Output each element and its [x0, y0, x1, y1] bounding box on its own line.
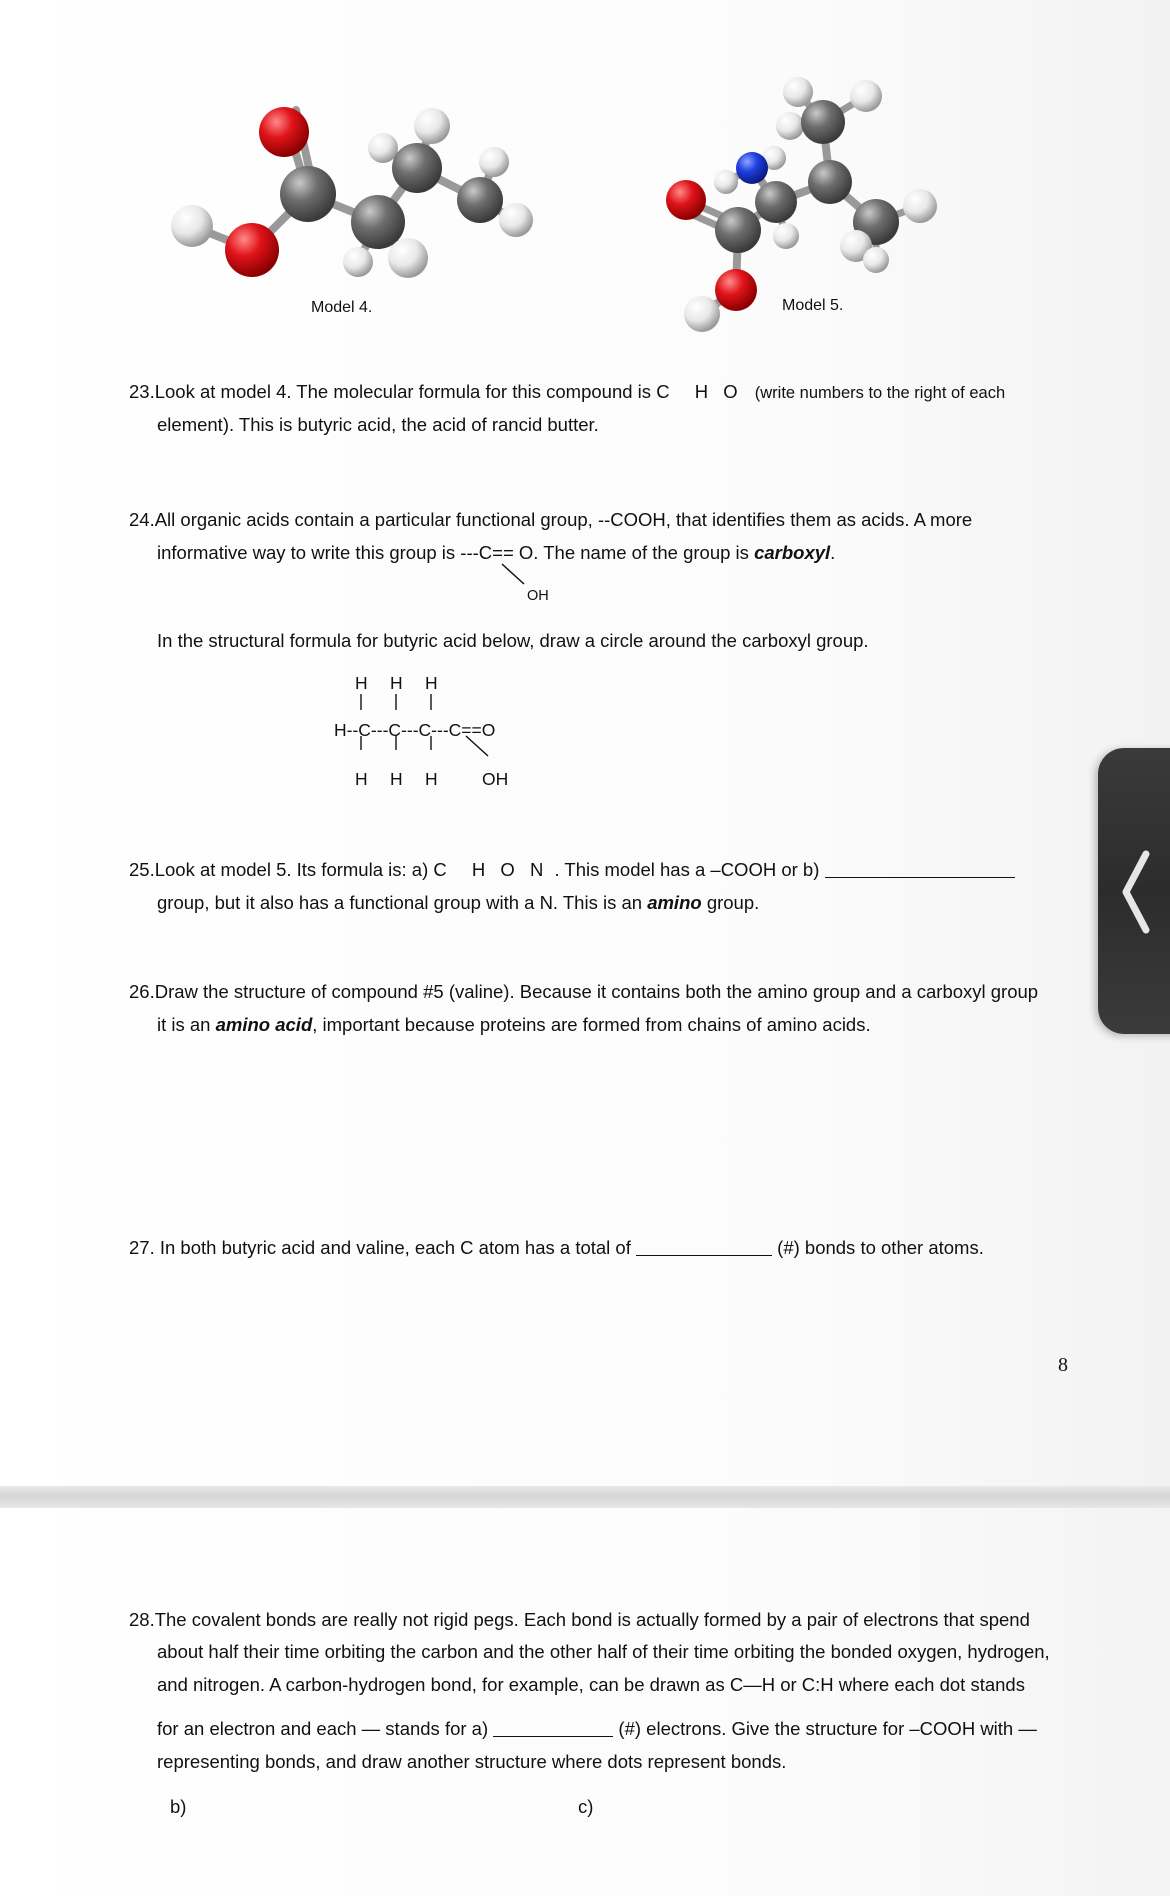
question-26 — [129, 975, 1038, 1008]
struct-bottom-h-2: H — [390, 769, 403, 789]
q23-element-h: H — [694, 381, 709, 402]
question-24 — [129, 503, 972, 536]
struct-oh: OH — [482, 769, 509, 789]
model-5-label: Model 5. — [782, 297, 844, 314]
side-panel-toggle-tab[interactable] — [1098, 748, 1170, 1034]
q28-line-4-text: for an electron and each — stands for a) — [157, 1718, 489, 1739]
q28-label-b: b) — [170, 1796, 187, 1817]
q27-text: In both butyric acid and valine, each C atom has a total of — [159, 1237, 631, 1258]
q28-number: 28. — [129, 1609, 155, 1630]
q27-answer-blank[interactable] — [636, 1237, 772, 1256]
q24-line-2 — [157, 536, 835, 569]
q25-text: Look at model 5. Its formula is: a) — [154, 859, 429, 880]
struct-top-h-1: H — [355, 673, 368, 693]
q24-oh-bond-line — [500, 562, 530, 592]
q25-line-2-end: group. — [706, 892, 760, 913]
q26-line-1: Draw the structure of compound #5 (valine). Because it contains both the amino group and a carboxyl group — [154, 981, 1039, 1002]
q28-line-1: The covalent bonds are really not rigid pegs. Each bond is actually formed by a pair of electrons that spend — [154, 1609, 1030, 1630]
q23-note: (write numbers to the right of each — [754, 384, 1006, 402]
q26-line-2-text: it is an — [157, 1014, 211, 1035]
q24-line-2-end: . — [830, 542, 836, 563]
q24-line-1: All organic acids contain a particular functional group, --COOH, that identifies them as acids. A more — [154, 509, 973, 530]
question-28 — [129, 1603, 1030, 1636]
q28-answer-blank-a[interactable] — [493, 1718, 613, 1737]
q25-line-2 — [157, 886, 759, 919]
q28-label-c: c) — [578, 1796, 594, 1817]
q24-instruction: In the structural formula for butyric acid below, draw a circle around the carboxyl group. — [157, 630, 869, 651]
q24-oh-label: OH — [527, 588, 549, 604]
question-27 — [129, 1231, 984, 1264]
struct-chain: H--C---C---C---C==O — [334, 720, 496, 740]
q23-text: Look at model 4. The molecular formula for this compound is — [154, 381, 652, 402]
q23-number: 23. — [129, 381, 155, 402]
q26-line-2-end: , important because proteins are formed from chains of amino acids. — [312, 1014, 871, 1035]
q28-line-2: about half their time orbiting the carbon and the other half of their time orbiting the bonded oxygen, hydrogen, — [157, 1641, 1050, 1662]
page-number: 8 — [1058, 1354, 1068, 1376]
q28-line-3: and nitrogen. A carbon-hydrogen bond, for example, can be drawn as C—H or C:H where each dot stands — [157, 1674, 1025, 1695]
q26-keyword-amino-acid: amino acid — [215, 1014, 313, 1035]
struct-top-h-2: H — [390, 673, 403, 693]
q23-element-o: O — [723, 381, 738, 402]
chevron-left-icon — [1118, 850, 1152, 934]
q26-line-2 — [157, 1008, 871, 1041]
q27-text-after: (#) bonds to other atoms. — [777, 1237, 984, 1258]
q28-line-5: representing bonds, and draw another structure where dots represent bonds. — [157, 1751, 787, 1772]
q26-number: 26. — [129, 981, 155, 1002]
q25-line-2-text: group, but it also has a functional group with a N. This is an — [157, 892, 643, 913]
q28-line-4-end: (#) electrons. Give the structure for –COOH with — — [618, 1718, 1037, 1739]
q27-number: 27. — [129, 1237, 155, 1258]
page-separator — [0, 1486, 1170, 1508]
q23-element-c: C — [656, 381, 670, 402]
struct-bottom-h-3: H — [425, 769, 438, 789]
q25-element-h: H — [471, 859, 486, 880]
q24-keyword-carboxyl: carboxyl — [754, 542, 831, 563]
q24-line-2-text: informative way to write this group is ---C== O. The name of the group is — [157, 542, 749, 563]
model-4-image — [150, 90, 550, 300]
q28-line-4 — [157, 1712, 1037, 1745]
question-23 — [129, 375, 1005, 410]
struct-top-h-3: H — [425, 673, 438, 693]
q25-element-o: O — [500, 859, 515, 880]
worksheet-page-next — [0, 1508, 1170, 1896]
q25-text-after: . This model has a –COOH or b) — [554, 859, 820, 880]
question-25 — [129, 853, 1015, 886]
struct-bottom-h-1: H — [355, 769, 368, 789]
q25-answer-blank-b[interactable] — [825, 859, 1015, 878]
q25-number: 25. — [129, 859, 155, 880]
q25-keyword-amino: amino — [647, 892, 702, 913]
model-4-label: Model 4. — [311, 299, 373, 316]
q24-number: 24. — [129, 509, 155, 530]
q25-element-n: N — [529, 859, 544, 880]
q25-element-c: C — [433, 859, 447, 880]
q23-line-2: element). This is butyric acid, the acid of rancid butter. — [157, 414, 599, 435]
